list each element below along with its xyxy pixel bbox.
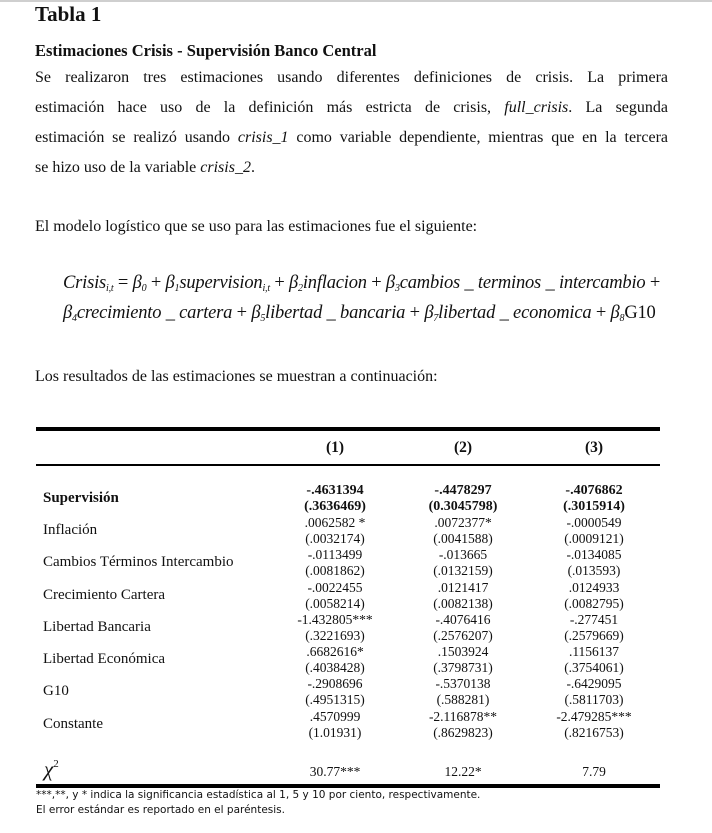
text: como variable dependiente, mientras que en la tercera (288, 129, 669, 146)
subscript: 8 (619, 313, 625, 324)
se-value: (1.01931) (308, 725, 362, 740)
coef-cell (270, 709, 400, 741)
coef-value: -.6429095 (566, 676, 622, 691)
se-value: (.2579669) (564, 628, 624, 643)
coef-cell (398, 612, 528, 644)
row-label: Constante (43, 716, 103, 732)
text: . La segunda (568, 99, 668, 116)
subscript: 3 (394, 283, 400, 294)
coef-value: .1156137 (568, 644, 620, 659)
coef-cell (529, 709, 659, 741)
beta-symbol: β (251, 303, 261, 323)
coef-value: -1.432805*** (297, 612, 373, 627)
coef-cell (270, 580, 400, 612)
superscript: 2 (53, 758, 59, 770)
coef-value: -.013665 (438, 547, 488, 562)
beta-symbol: β (385, 273, 395, 293)
coef-value: .1503924 (437, 644, 489, 659)
chi2-value: 30.77*** (309, 764, 361, 779)
beta-symbol: β (132, 273, 142, 293)
intro-line (35, 123, 668, 153)
se-value: (.0132159) (433, 563, 493, 578)
formula-term: supervision (179, 273, 263, 293)
text: estimación se realizó usando (35, 129, 238, 146)
formula-term: Crisis (63, 273, 107, 293)
coef-cell (529, 612, 659, 644)
beta-symbol: β (610, 303, 620, 323)
coef-value: .6682616* (306, 644, 364, 659)
coef-cell (529, 580, 659, 612)
intro-line (35, 153, 668, 183)
se-value: (.8216753) (564, 725, 624, 740)
coef-value: -.4076862 (565, 483, 623, 498)
formula-term: cambios _ terminos _ intercambio (399, 273, 646, 293)
se-value: (.588281) (436, 692, 490, 707)
intro-line: Se realizaron tres estimaciones usando diferentes definiciones de crisis. La primera (35, 69, 668, 86)
coef-value: -.4076416 (435, 612, 491, 627)
se-value: (.0032174) (305, 531, 365, 546)
table-top-rule (36, 427, 660, 431)
column-header-3: (3) (584, 439, 604, 456)
results-intro-text: Los resultados de las estimaciones se muestran a continuación: (35, 368, 438, 385)
variable-name: crisis_2 (200, 159, 251, 176)
model-intro-text: El modelo logístico que se uso para las estimaciones fue el siguiente: (35, 218, 478, 235)
text: estimación hace uso de la definición más estricta de crisis, (35, 99, 505, 116)
operator: + (366, 273, 386, 293)
coef-value: -.0000549 (566, 515, 622, 530)
coef-cell (398, 709, 528, 741)
table-title: Tabla 1 (35, 2, 102, 26)
coef-value: .0062582 * (304, 515, 366, 530)
coef-value: -.5370138 (435, 676, 491, 691)
se-value: (.3015914) (563, 499, 625, 514)
beta-symbol: β (165, 273, 175, 293)
formula-line-2 (63, 303, 656, 324)
subscript: 0 (141, 283, 147, 294)
se-value: (.3636469) (304, 499, 366, 514)
se-value: (.0082138) (433, 596, 493, 611)
subscript: 4 (72, 313, 77, 324)
coef-value: -.0134085 (566, 547, 622, 562)
coef-cell (398, 580, 528, 612)
row-label: Supervisión (43, 490, 119, 506)
coef-cell (270, 483, 400, 515)
coef-cell (398, 547, 528, 579)
coef-value: -.0113499 (307, 547, 363, 562)
row-label: Libertad Económica (43, 651, 166, 667)
se-value: (.4951315) (305, 692, 365, 707)
coef-value: .0072377* (434, 515, 492, 530)
coef-cell (529, 644, 659, 676)
coef-value: -.277451 (569, 612, 619, 627)
chi2-value: 7.79 (582, 764, 606, 779)
operator: + (269, 273, 290, 293)
coef-cell (529, 547, 659, 579)
column-header-2: (2) (453, 439, 473, 456)
table-bottom-rule (36, 784, 660, 788)
coef-value: -2.479285*** (556, 709, 632, 724)
se-value: (0.3045798) (428, 499, 498, 514)
variable-name: full_crisis (504, 99, 569, 116)
coef-cell (270, 612, 400, 644)
se-value: (.4038428) (305, 660, 365, 675)
coef-cell (529, 676, 659, 708)
coef-cell (398, 644, 528, 676)
beta-symbol: β (63, 303, 73, 323)
row-label: Crecimiento Cartera (43, 587, 166, 603)
chi-squared-label (44, 757, 59, 782)
coef-value: -.2908696 (307, 676, 363, 691)
se-value: (.3754061) (564, 660, 624, 675)
coef-cell (270, 644, 400, 676)
intro-paragraph (35, 63, 668, 183)
formula-term: crecimiento _ cartera (76, 303, 233, 323)
coef-cell (529, 515, 659, 547)
chi2-value: 12.22* (444, 764, 482, 779)
subscript: 2 (298, 283, 303, 294)
intro-line (35, 93, 668, 123)
text: se hizo uso de la variable (35, 159, 201, 176)
subscript: i,t (262, 283, 270, 294)
formula-term: inflacion (302, 273, 367, 293)
row-label: Cambios Términos Intercambio (43, 554, 234, 570)
se-value: (.013593) (567, 563, 621, 578)
operator: + (232, 303, 252, 323)
operator: = (113, 273, 133, 293)
coef-value: -.4631394 (306, 483, 364, 498)
operator: + (405, 303, 425, 323)
operator: + (591, 303, 611, 323)
formula-line-1 (63, 273, 660, 294)
subscript: 1 (174, 283, 180, 294)
coef-cell (270, 515, 400, 547)
column-header-1: (1) (325, 439, 345, 456)
coef-cell (398, 515, 528, 547)
variable-name: crisis_1 (237, 129, 289, 146)
formula-term: libertad _ bancaria (265, 303, 406, 323)
coef-cell (398, 483, 528, 515)
se-value: (.0081862) (305, 563, 365, 578)
row-label: Libertad Bancaria (43, 619, 151, 635)
se-value: (.0009121) (564, 531, 624, 546)
operator: + (645, 273, 661, 293)
coef-value: .0124933 (568, 580, 620, 595)
se-value: (.3798731) (433, 660, 493, 675)
se-value: (.8629823) (433, 725, 493, 740)
se-value: (.0082795) (564, 596, 624, 611)
table-header-rule (36, 464, 660, 466)
se-value: (.3221693) (305, 628, 365, 643)
coef-value: .4570999 (309, 709, 361, 724)
row-label: Inflación (43, 522, 98, 538)
row-label: G10 (43, 683, 69, 699)
subscript: 7 (433, 313, 439, 324)
coef-cell (398, 676, 528, 708)
coef-value: -.0022455 (307, 580, 363, 595)
se-value: (.5811703) (564, 692, 624, 707)
formula-term: libertad _ economica (438, 303, 592, 323)
subscript: 5 (260, 313, 266, 324)
se-value: (.2576207) (433, 628, 493, 643)
beta-symbol: β (289, 273, 299, 293)
subscript: i,t (106, 283, 114, 294)
beta-symbol: β (424, 303, 434, 323)
coef-cell (270, 676, 400, 708)
coef-value: .0121417 (437, 580, 489, 595)
se-value: (.0041588) (433, 531, 493, 546)
chi-symbol: χ (44, 757, 54, 781)
table-subtitle: Estimaciones Crisis - Supervisión Banco Central (35, 41, 377, 60)
top-border (0, 0, 712, 2)
significance-note: ***,**, y * indica la significancia estadística al 1, 5 y 10 por ciento, respectivamente. (36, 789, 481, 801)
coef-value: -.4478297 (434, 483, 492, 498)
text: . (250, 159, 255, 176)
coef-cell (529, 483, 659, 515)
standard-error-note: El error estándar es reportado en el paréntesis. (36, 804, 285, 816)
operator: + (146, 273, 166, 293)
coef-value: -2.116878** (428, 709, 498, 724)
formula-term: G10 (624, 303, 656, 323)
coef-cell (270, 547, 400, 579)
se-value: (.0058214) (305, 596, 365, 611)
